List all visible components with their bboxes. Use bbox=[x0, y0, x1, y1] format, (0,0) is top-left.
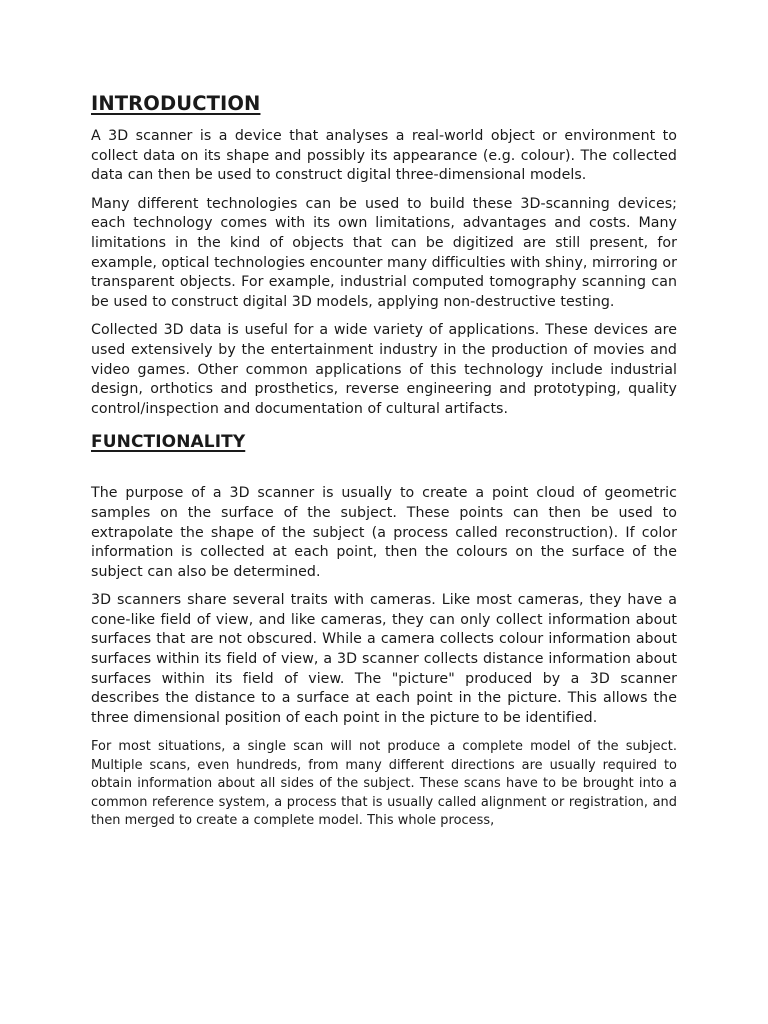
document-page bbox=[91, 90, 677, 839]
functionality-heading: FUNCTIONALITY bbox=[91, 432, 246, 453]
functionality-paragraph-1: The purpose of a 3D scanner is usually to create a point cloud of geometric samples on the surface of the subject. These points can then be used to extrapolate the shape of the subject (a process called reconstruction). If color information is collected at each point, then the colours on the surface of the subject can also be determined. bbox=[91, 485, 677, 580]
introduction-paragraph-3: Collected 3D data is useful for a wide variety of applications. These devices are used extensively by the entertainment industry in the production of movies and video games. Other common applications of this technology include industrial design, orthotics and prosthetics, reverse engineering and prototyping, quality control/inspection and documentation of cultural artifacts. bbox=[91, 322, 677, 417]
introduction-paragraph-1: A 3D scanner is a device that analyses a real-world object or environment to collect data on its shape and possibly its appearance (e.g. colour). The collected data can then be used to construct digital three-dimensional models. bbox=[91, 128, 677, 184]
introduction-heading: INTRODUCTION bbox=[91, 92, 261, 115]
functionality-paragraph-2: 3D scanners share several traits with cameras. Like most cameras, they have a cone-like field of view, and like cameras, they can only collect information about surfaces that are not obscured. While a camera collects colour information about surfaces within its field of view, a 3D scanner collects distance information about surfaces within its field of view. The "picture" produced by a 3D scanner describes the distance to a surface at each point in the picture. This allows the three dimensional position of each point in the picture to be identified. bbox=[91, 592, 677, 726]
introduction-paragraph-2: Many different technologies can be used to build these 3D-scanning devices; each technology comes with its own limitations, advantages and costs. Many limitations in the kind of objects that can be digitized are still present, for example, optical technologies encounter many difficulties with shiny, mirroring or transparent objects. For example, industrial computed tomography scanning can be used to construct digital 3D models, applying non-destructive testing. bbox=[91, 195, 677, 310]
functionality-paragraph-3: For most situations, a single scan will not produce a complete model of the subject. Multiple scans, even hundreds, from many different directions are usually required to obtain information about all sides of the subject. These scans have to be brought into a common reference system, a process that is usually called alignment or registration, and then merged to create a complete model. This whole process, bbox=[91, 739, 677, 829]
